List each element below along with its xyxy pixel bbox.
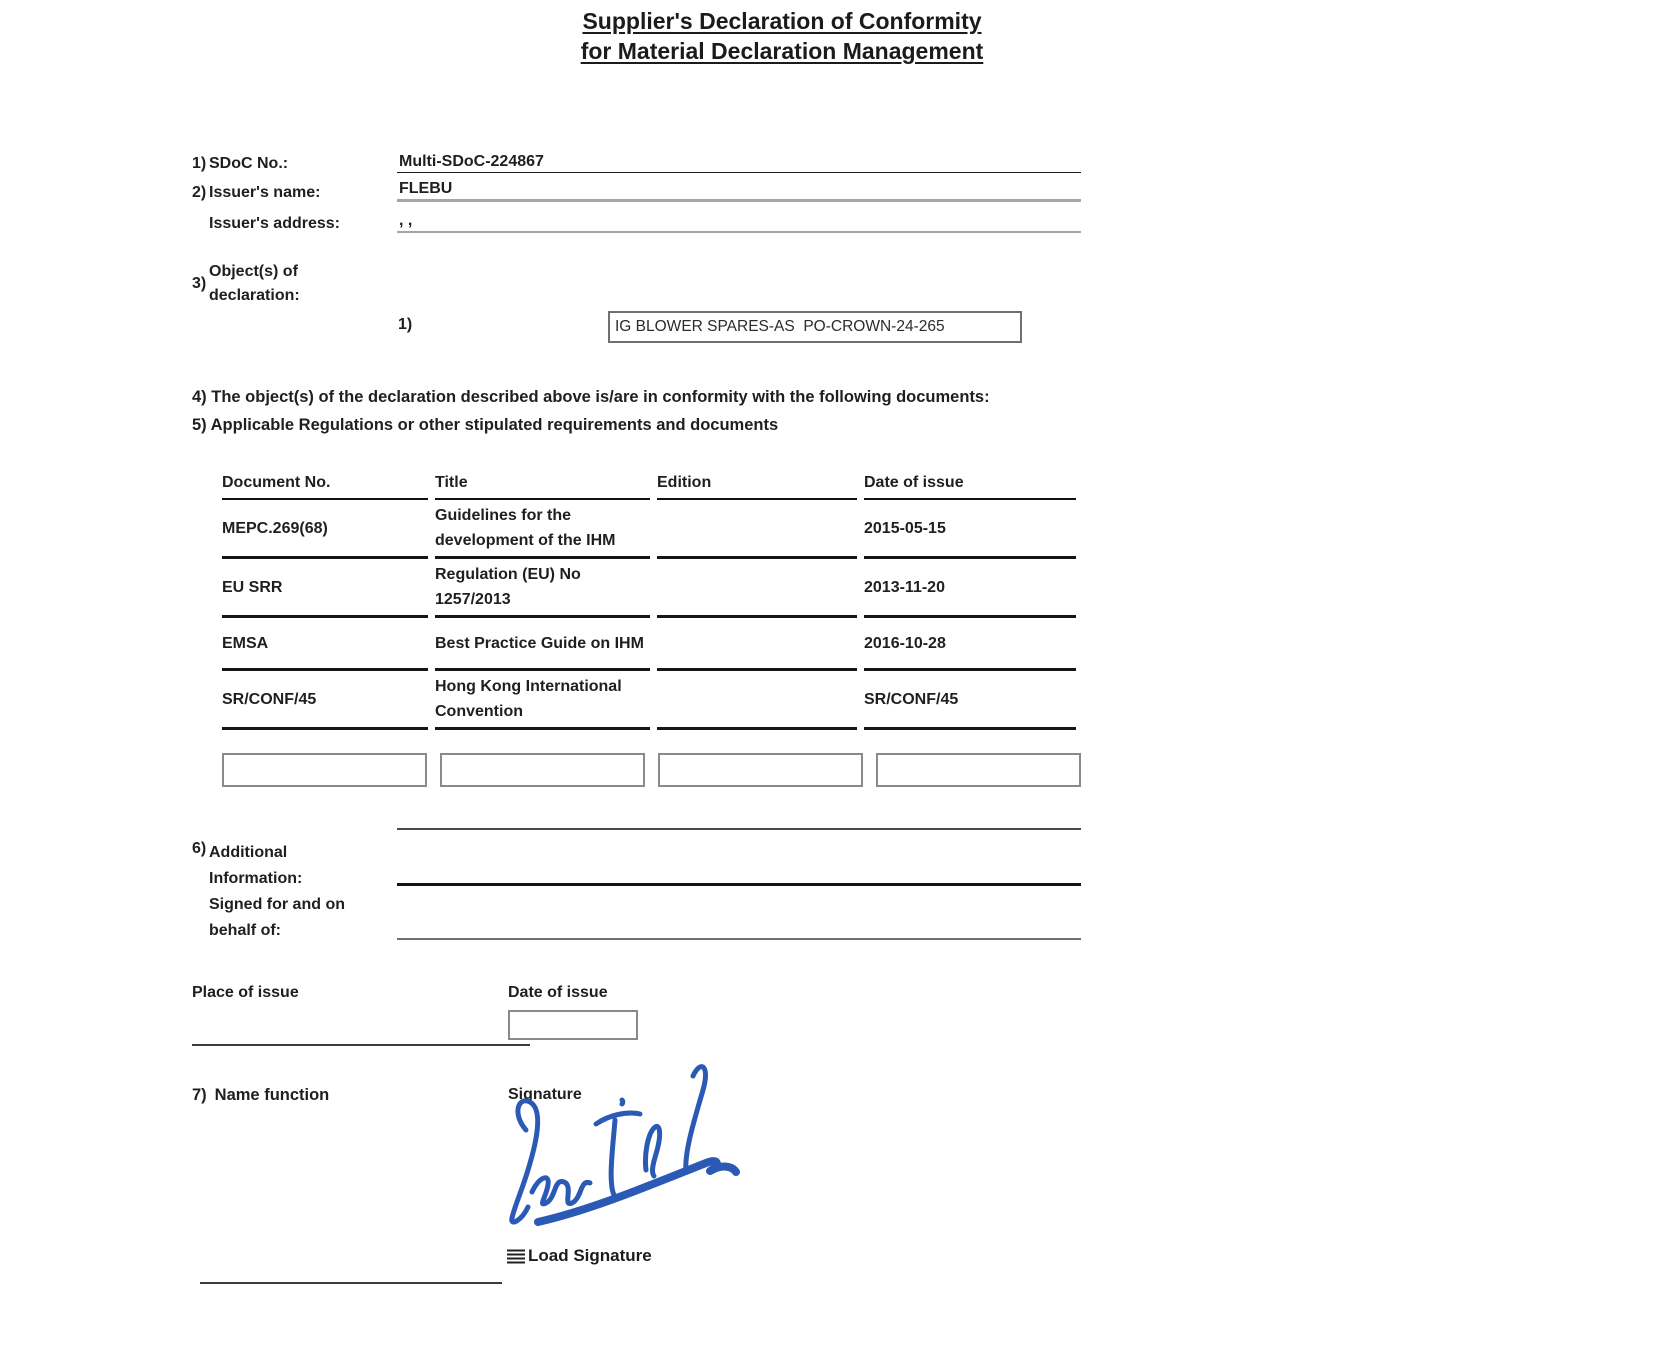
header-document-no: Document No.	[222, 474, 428, 500]
new-date-input[interactable]	[876, 753, 1081, 787]
cell-edition	[657, 671, 857, 730]
cell-title: Guidelines for the development of the IHM	[435, 500, 650, 559]
additional-info-line-1[interactable]	[397, 828, 1081, 830]
documents-table	[215, 474, 1083, 730]
new-doc-no-input[interactable]	[222, 753, 427, 787]
cell-title: Best Practice Guide on IHM	[435, 618, 650, 671]
object-declaration-input[interactable]	[608, 311, 1022, 343]
statement-4: 4) The object(s) of the declaration described above is/are in conformity with the following documents:	[192, 388, 990, 406]
cell-date: SR/CONF/45	[864, 671, 1076, 730]
cell-edition	[657, 618, 857, 671]
issuer-name-label: Issuer's name:	[209, 184, 321, 201]
new-document-row	[222, 753, 1081, 787]
load-signature-label: Load Signature	[528, 1246, 652, 1265]
load-signature-button[interactable]	[506, 1246, 652, 1266]
name-function-line[interactable]	[200, 1282, 502, 1284]
issuer-address-value[interactable]: , ,	[397, 212, 1081, 233]
cell-edition	[657, 500, 857, 559]
issuer-address-label: Issuer's address:	[209, 215, 340, 232]
place-of-issue-line[interactable]	[192, 1044, 530, 1046]
cell-doc-no: MEPC.269(68)	[222, 500, 428, 559]
documents-table-header-row	[222, 474, 1076, 500]
header-title: Title	[435, 474, 650, 500]
statement-5: 5) Applicable Regulations or other stipulated requirements and documents	[192, 416, 779, 434]
cell-title: Regulation (EU) No 1257/2013	[435, 559, 650, 618]
sdoc-no-value[interactable]: Multi-SDoC-224867	[397, 153, 1081, 173]
field-row-issuer-address	[192, 206, 1081, 233]
signed-for-label: Signed for and on behalf of:	[209, 896, 345, 939]
objects-of-declaration-label	[192, 260, 352, 308]
cell-date: 2013-11-20	[864, 559, 1076, 618]
menu-lines-icon	[506, 1248, 526, 1265]
field-row-issuer-name	[192, 175, 1081, 202]
section6-num: 6)	[192, 840, 207, 857]
table-row	[222, 559, 1076, 618]
field-row-sdoc-no	[192, 146, 1081, 173]
date-of-issue-input[interactable]	[508, 1010, 638, 1040]
date-of-issue-label: Date of issue	[508, 984, 608, 1001]
page-title	[192, 6, 1372, 66]
additional-information-label	[192, 840, 342, 892]
additional-info-line-2[interactable]	[397, 883, 1081, 886]
field-num: 2)	[192, 184, 207, 201]
cell-date: 2015-05-15	[864, 500, 1076, 559]
table-row	[222, 500, 1076, 559]
issuer-name-value[interactable]: FLEBU	[397, 180, 1081, 202]
new-edition-input[interactable]	[658, 753, 863, 787]
signature-image	[496, 1050, 741, 1240]
field-num: 1)	[192, 155, 207, 172]
section7-num: 7)	[192, 1086, 207, 1104]
header-date-of-issue: Date of issue	[864, 474, 1076, 500]
cell-doc-no: EU SRR	[222, 559, 428, 618]
signature-label: Signature	[508, 1086, 582, 1103]
section3-num: 3)	[192, 275, 207, 292]
page-title-line2: for Material Declaration Management	[580, 38, 984, 64]
signed-for-line[interactable]	[397, 938, 1081, 940]
new-title-input[interactable]	[440, 753, 645, 787]
section3-label-text: Object(s) of declaration:	[209, 263, 300, 304]
cell-edition	[657, 559, 857, 618]
table-row	[222, 671, 1076, 730]
place-of-issue-label: Place of issue	[192, 984, 299, 1001]
name-function-text: Name function	[214, 1086, 330, 1104]
header-edition: Edition	[657, 474, 857, 500]
table-row	[222, 618, 1076, 671]
section6-label-text: Additional Information:	[209, 844, 303, 887]
page-title-line1: Supplier's Declaration of Conformity	[582, 8, 982, 34]
cell-doc-no: EMSA	[222, 618, 428, 671]
cell-title: Hong Kong International Convention	[435, 671, 650, 730]
cell-date: 2016-10-28	[864, 618, 1076, 671]
name-function-label	[192, 1086, 329, 1105]
cell-doc-no: SR/CONF/45	[222, 671, 428, 730]
object-item-number: 1)	[398, 316, 413, 333]
sdoc-no-label: SDoC No.:	[209, 155, 289, 172]
